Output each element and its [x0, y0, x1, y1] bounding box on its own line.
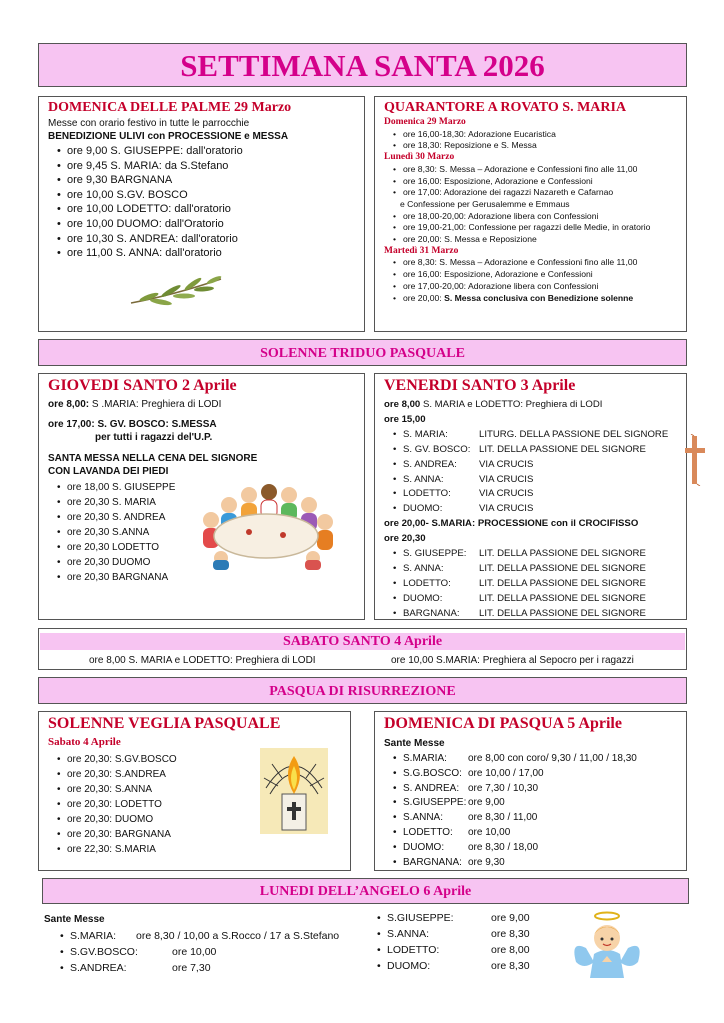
times: ore 8,30 / 18,00 — [468, 841, 539, 853]
angelo-left-list — [70, 928, 339, 976]
event: VIA CRUCIS — [479, 488, 534, 500]
times: ore 10,00 — [172, 946, 217, 958]
list-item — [403, 841, 637, 856]
times: ore 9,30 — [468, 856, 505, 868]
parish: BARGNANA: — [403, 607, 460, 619]
list-item — [403, 856, 637, 871]
list-item — [403, 607, 684, 622]
event: VIA CRUCIS — [479, 473, 534, 485]
list-item: • ore 17,00: Adorazione dei ragazzi Nazareth e Cafarnao — [403, 187, 684, 199]
list-item: • ore 10,00 LODETTO: dall'oratorio — [67, 202, 243, 217]
last-supper-icon — [191, 480, 341, 570]
list-item — [403, 562, 684, 577]
venerdi-l1 — [384, 398, 684, 413]
list-item — [403, 577, 684, 592]
parish: LODETTO: — [403, 577, 451, 589]
day-heading: Martedì 31 Marzo — [384, 245, 459, 256]
parish: LODETTO: — [387, 944, 440, 956]
list-item — [70, 928, 339, 944]
veglia-heading: SOLENNE VEGLIA PASQUALE — [48, 715, 281, 732]
day3-list — [384, 257, 684, 304]
palme-line1: Messe con orario festivo in tutte le parrocchie — [48, 118, 250, 129]
domenica-list — [403, 752, 637, 870]
list-item: • ore 20,30 S. MARIA — [67, 495, 175, 510]
list-item — [403, 458, 684, 473]
paschal-candle-icon — [260, 748, 328, 834]
giovedi-l5: CON LAVANDA DEI PIEDI — [48, 466, 169, 477]
list-item — [403, 592, 684, 607]
times: ore 8,30 / 11,00 — [468, 812, 538, 824]
giovedi-l2 — [48, 418, 217, 431]
list-item: • ore 16,00: Esposizione, Adorazione e Confessioni — [403, 269, 684, 281]
list-item: • ore 8,30: S. Messa – Adorazione e Confessioni fino alle 11,00 — [403, 164, 684, 176]
list-item — [387, 926, 530, 942]
angelo-heading: LUNEDI DELL’ANGELO 6 Aprile — [259, 884, 472, 899]
times: ore 7,30 — [172, 962, 211, 974]
list-item: • ore 9,00 S. GIUSEPPE: dall'oratorio — [67, 144, 243, 159]
list-item: • ore 20,30 LODETTO — [67, 540, 175, 555]
parish: S.GV.BOSCO: — [70, 946, 138, 958]
palme-line2: BENEDIZIONE ULIVI con PROCESSIONE e MESSA — [48, 131, 289, 142]
list-item: • ore 20,30: S.ANNA — [67, 782, 177, 797]
times: ore 8,00 con coro/ 9,30 / 11,00 / 18,30 — [468, 753, 637, 764]
time: ore 17,00: — [48, 419, 95, 430]
palme-list — [67, 144, 243, 261]
list-item: • ore 9,30 BARGNANA — [67, 173, 243, 188]
list-item — [403, 473, 684, 488]
parish: DUOMO: — [403, 503, 443, 515]
parish: S.G.BOSCO: — [403, 767, 462, 779]
list-item: • ore 8,30: S. Messa – Adorazione e Confessioni fino alle 11,00 — [403, 257, 684, 269]
list-item: • ore 20,00: S. Messa e Reposizione — [403, 234, 684, 246]
parish: S.GIUSEPPE: — [387, 912, 454, 924]
angelo-sub: Sante Messe — [44, 914, 105, 925]
list-item: • ore 16,00-18,30: Adorazione Eucaristica — [403, 129, 684, 141]
angelo-bar — [42, 878, 689, 904]
list-item — [387, 942, 530, 958]
time: ore 8,00 — [384, 399, 421, 410]
cross-icon — [684, 434, 706, 486]
quarantore-box — [374, 96, 687, 332]
palme-heading: DOMENICA DELLE PALME 29 Marzo — [48, 100, 292, 115]
parish: S.ANDREA: — [70, 962, 127, 974]
parish: S. ANNA: — [403, 562, 444, 574]
parish: S.MARIA: — [70, 930, 117, 942]
sabato-box — [38, 628, 687, 670]
title-bar — [38, 43, 687, 87]
list-item: • ore 20,30 S.ANNA — [67, 525, 175, 540]
venerdi-box — [374, 373, 687, 620]
times: ore 10,00 — [468, 826, 511, 838]
giovedi-list — [67, 480, 175, 585]
sabato-right: ore 10,00 S.MARIA: Preghiera al Sepocro per i ragazzi — [391, 655, 634, 666]
venerdi-heading: VENERDI SANTO 3 Aprile — [384, 377, 576, 394]
list-item: • ore 17,00-20,00: Adorazione libera con Confessioni — [403, 281, 684, 293]
times: ore 8,30 — [491, 960, 530, 972]
list-item: • ore 18,00 S. GIUSEPPE — [67, 480, 175, 495]
list-item: • ore 11,00 S. ANNA: dall'oratorio — [67, 246, 243, 261]
list-item — [403, 767, 637, 782]
times: ore 8,30 — [491, 928, 530, 940]
day2-continuation: e Confessione per Gerusalemme e Emmaus — [400, 198, 570, 209]
event: LITURG. DELLA PASSIONE DEL SIGNORE — [479, 428, 669, 440]
list-item — [403, 826, 637, 841]
parish: S.MARIA: — [403, 753, 447, 764]
times: ore 7,30 / 10,30 — [468, 782, 539, 794]
times: ore 8,30 / 10,00 a S.Rocco / 17 a S.Stefano — [136, 930, 340, 942]
giovedi-l1 — [48, 398, 221, 411]
list-item — [403, 547, 684, 562]
parish: S. MARIA: — [403, 428, 448, 440]
parish: S. ANNA: — [403, 473, 444, 485]
list-item: • ore 10,30 S. ANDREA: dall'oratorio — [67, 232, 243, 247]
event: LIT. DELLA PASSIONE DEL SIGNORE — [479, 562, 646, 574]
giovedi-l4: SANTA MESSA NELLA CENA DEL SIGNORE — [48, 453, 258, 464]
event: LIT. DELLA PASSIONE DEL SIGNORE — [479, 607, 646, 619]
last-time: ore 20,00: — [403, 292, 445, 303]
parish: S.ANNA: — [403, 812, 444, 824]
list-item — [403, 487, 684, 502]
day2-list-b — [384, 211, 684, 246]
quarantore-body — [384, 117, 684, 304]
angel-icon — [572, 910, 642, 982]
list-item: • ore 20,30 BARGNANA — [67, 570, 175, 585]
list-item — [403, 782, 637, 797]
list-item — [403, 443, 684, 458]
palme-box — [38, 96, 365, 332]
day-heading: Domenica 29 Marzo — [384, 117, 466, 127]
veglia-list — [67, 752, 177, 857]
domenica-heading: DOMENICA DI PASQUA 5 Aprile — [384, 715, 622, 732]
quarantore-heading: QUARANTORE A ROVATO S. MARIA — [384, 100, 627, 115]
times: ore 9,00 — [491, 912, 530, 924]
list-item: • ore 10,00 DUOMO: dall'Oratorio — [67, 217, 243, 232]
giovedi-l3: per tutti i ragazzi del'U.P. — [95, 432, 213, 443]
venerdi-list2 — [384, 547, 684, 622]
parish: S. ANDREA: — [403, 458, 457, 470]
day1-list — [384, 129, 684, 152]
event: LIT. DELLA PASSIONE DEL SIGNORE — [479, 592, 646, 604]
parish: S.GIUSEPPE: — [403, 797, 467, 809]
list-item — [70, 944, 339, 960]
parish: S. ANDREA: — [403, 782, 460, 794]
list-item: • ore 10,00 S.GV. BOSCO — [67, 188, 243, 203]
domenica-box — [374, 711, 687, 871]
event: VIA CRUCIS — [479, 458, 534, 470]
parish: S. GIUSEPPE: — [403, 548, 467, 560]
veglia-box — [38, 711, 351, 871]
olive-branch-icon — [129, 275, 224, 309]
venerdi-body — [384, 398, 684, 622]
list-item: • ore 18,30: Reposizione e S. Messa — [403, 140, 684, 152]
giovedi-heading: GIOVEDI SANTO 2 Aprile — [48, 377, 237, 394]
list-item — [387, 910, 530, 926]
angelo-right-list — [387, 910, 530, 974]
list-item: • ore 20,30: DUOMO — [67, 812, 177, 827]
list-item — [403, 293, 684, 305]
text: S .MARIA: Preghiera di LODI — [89, 399, 222, 410]
parish: DUOMO: — [387, 960, 431, 972]
list-item: • ore 9,45 S. MARIA: da S.Stefano — [67, 159, 243, 174]
event: LIT. DELLA PASSIONE DEL SIGNORE — [479, 577, 646, 589]
pasqua-title: PASQUA DI RISURREZIONE — [269, 684, 456, 699]
list-item: • ore 20,30 S. ANDREA — [67, 510, 175, 525]
veglia-sub: Sabato 4 Aprile — [48, 736, 121, 748]
pasqua-bar — [38, 677, 687, 704]
page-title: SETTIMANA SANTA 2026 — [180, 48, 545, 83]
parish: S.ANNA: — [387, 928, 430, 940]
day-heading: Lunedì 30 Marzo — [384, 152, 455, 163]
text: S. MARIA e LODETTO: Preghiera di LODI — [420, 399, 603, 410]
event: LIT. DELLA PASSIONE DEL SIGNORE — [479, 548, 646, 560]
parish: DUOMO: — [403, 592, 443, 604]
list-item: • ore 20,30: S.ANDREA — [67, 767, 177, 782]
event: LIT. DELLA PASSIONE DEL SIGNORE — [479, 443, 646, 455]
list-item: • ore 20,30: S.GV.BOSCO — [67, 752, 177, 767]
list-item — [403, 811, 637, 826]
parish: LODETTO: — [403, 488, 451, 500]
list-item: • ore 20,30: LODETTO — [67, 797, 177, 812]
list-item — [387, 958, 530, 974]
sabato-left: ore 8,00 S. MARIA e LODETTO: Preghiera di LODI — [89, 655, 316, 666]
list-item: • ore 18,00-20,00: Adorazione libera con Confessioni — [403, 211, 684, 223]
parish: LODETTO: — [403, 826, 453, 838]
text: S. GV. BOSCO: S.MESSA — [94, 419, 217, 430]
event: VIA CRUCIS — [479, 503, 534, 515]
list-item: • ore 19,00-21,00: Confessione per ragazzi delle Medie, in oratorio — [403, 222, 684, 234]
list-item: • ore 20,30 DUOMO — [67, 555, 175, 570]
domenica-sub: Sante Messe — [384, 738, 445, 749]
day2-list — [384, 164, 684, 199]
parish: DUOMO: — [403, 841, 445, 853]
time: ore 8,00: — [48, 399, 90, 410]
times: ore 9,00 — [468, 797, 505, 809]
list-item — [403, 502, 684, 517]
venerdi-l2: ore 15,00 — [384, 413, 426, 425]
list-item — [403, 796, 637, 811]
venerdi-l4: ore 20,30 — [384, 533, 426, 545]
giovedi-box — [38, 373, 365, 620]
triduo-title: SOLENNE TRIDUO PASQUALE — [260, 346, 465, 361]
list-item — [403, 428, 684, 443]
triduo-bar — [38, 339, 687, 366]
list-item — [70, 960, 339, 976]
venerdi-list1 — [384, 428, 684, 517]
list-item: • ore 22,30: S.MARIA — [67, 842, 177, 857]
list-item: • ore 16,00: Esposizione, Adorazione e Confessioni — [403, 176, 684, 188]
last-bold: S. Messa conclusiva con Benedizione solenne — [444, 292, 634, 303]
times: ore 8,00 — [491, 944, 530, 956]
parish: S. GV. BOSCO: — [403, 443, 471, 455]
list-item — [403, 752, 637, 767]
list-item: • ore 20,30: BARGNANA — [67, 827, 177, 842]
parish: BARGNANA: — [403, 856, 462, 868]
sabato-heading: SABATO SANTO 4 Aprile — [282, 634, 443, 649]
venerdi-l3: ore 20,00- S.MARIA: PROCESSIONE con il CROCIFISSO — [384, 518, 639, 530]
times: ore 10,00 / 17,00 — [468, 767, 544, 779]
